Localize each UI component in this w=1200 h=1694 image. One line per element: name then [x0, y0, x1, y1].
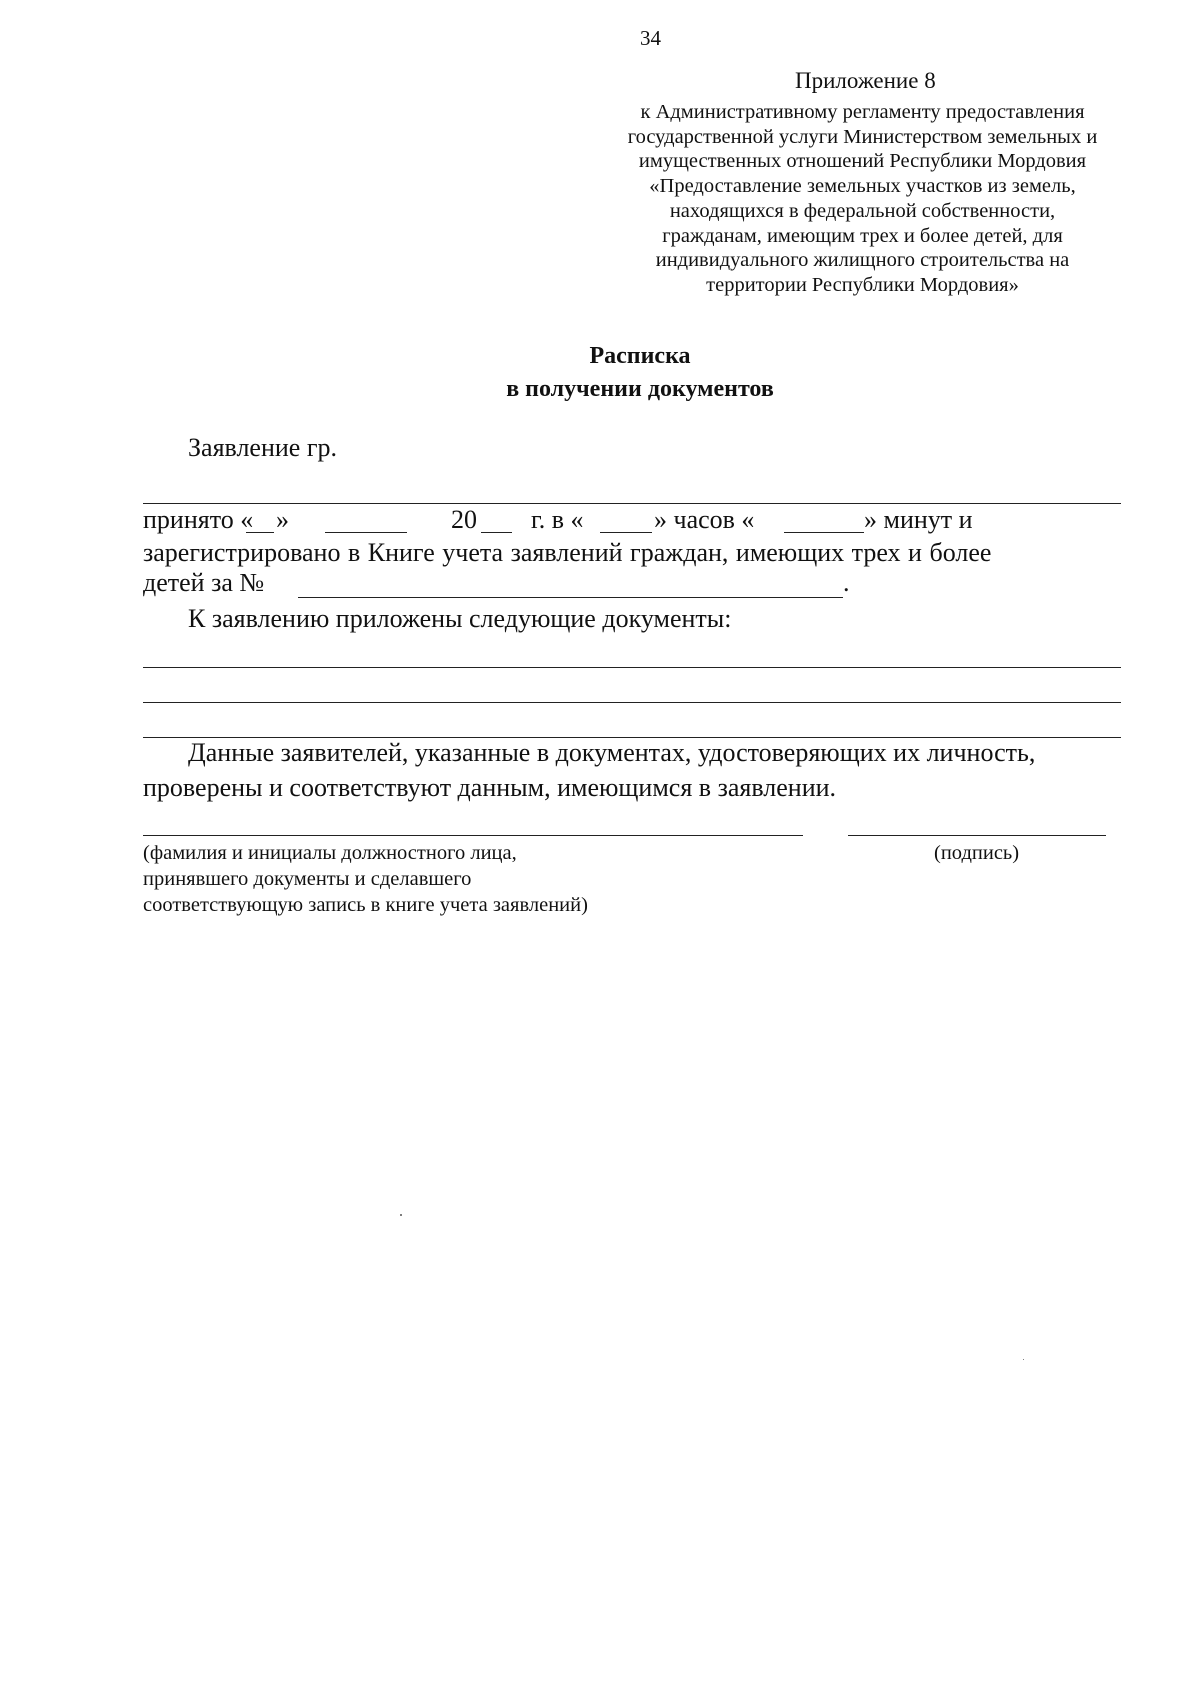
- accepted-time-prefix: г. в «: [531, 505, 584, 534]
- accepted-day-close-quote: »: [276, 505, 289, 534]
- document-title-line1: Расписка: [589, 343, 691, 369]
- appendix-ref-line: имущественных отношений Республики Мордовия: [638, 150, 1087, 173]
- appendix-ref-line: государственной услуги Министерством земельных и: [627, 125, 1098, 148]
- appendix-ref-line: к Административному регламенту предоставления: [640, 101, 1085, 123]
- accepted-year-blank[interactable]: [481, 532, 512, 533]
- accepted-month-blank[interactable]: [325, 532, 407, 533]
- registration-number-period: .: [843, 568, 850, 597]
- accepted-hours-blank[interactable]: [600, 532, 652, 533]
- verification-text-line2: проверены и соответствуют данным, имеющимся в заявлении.: [143, 773, 837, 802]
- accepted-year-prefix: 20: [451, 505, 477, 534]
- applicant-name-line[interactable]: [143, 503, 1121, 504]
- scan-speck: [400, 1214, 402, 1216]
- accepted-minutes-blank[interactable]: [784, 532, 864, 533]
- page-number: 34: [640, 26, 661, 50]
- signature-line[interactable]: [848, 835, 1106, 836]
- accepted-prefix: принято «: [143, 505, 254, 534]
- official-name-line[interactable]: [143, 835, 803, 836]
- accepted-day-blank[interactable]: [246, 532, 274, 533]
- signature-caption: (подпись): [934, 842, 1020, 864]
- appendix-ref-line: территории Республики Мордовия»: [706, 273, 1019, 296]
- official-caption-line1: (фамилия и инициалы должностного лица,: [143, 842, 517, 864]
- accepted-minutes-label: » минут и: [864, 505, 973, 534]
- attached-document-line[interactable]: [143, 667, 1121, 668]
- document-title: [380, 340, 900, 406]
- scan-speck: [1023, 1359, 1024, 1360]
- document-title-line2: в получении документов: [506, 376, 774, 402]
- appendix-title: Приложение 8: [795, 68, 936, 93]
- appendix-ref-line: находящихся в федеральной собственности,: [669, 199, 1056, 222]
- appendix-ref-line: гражданам, имеющим трех и более детей, для: [662, 224, 1063, 247]
- registered-line: зарегистрировано в Книге учета заявлений граждан, имеющих трех и более: [143, 538, 992, 567]
- registration-number-label: детей за №: [143, 568, 265, 597]
- official-caption-line3: соответствующую запись в книге учета заявлений): [143, 894, 588, 916]
- official-caption-line2: принявшего документы и сделавшего: [143, 868, 472, 890]
- appendix-ref-line: индивидуального жилищного строительства на: [655, 249, 1070, 272]
- appendix-ref-line: «Предоставление земельных участков из земель,: [649, 175, 1076, 198]
- application-of-label: Заявление гр.: [188, 433, 338, 462]
- accepted-hours-label: » часов «: [654, 505, 755, 534]
- appendix-reference: [590, 100, 1135, 298]
- attached-document-line[interactable]: [143, 702, 1121, 703]
- verification-text-line1: Данные заявителей, указанные в документах, удостоверяющих их личность,: [188, 738, 1036, 767]
- registration-number-blank[interactable]: [298, 597, 843, 598]
- attached-documents-label: К заявлению приложены следующие документы:: [188, 604, 732, 633]
